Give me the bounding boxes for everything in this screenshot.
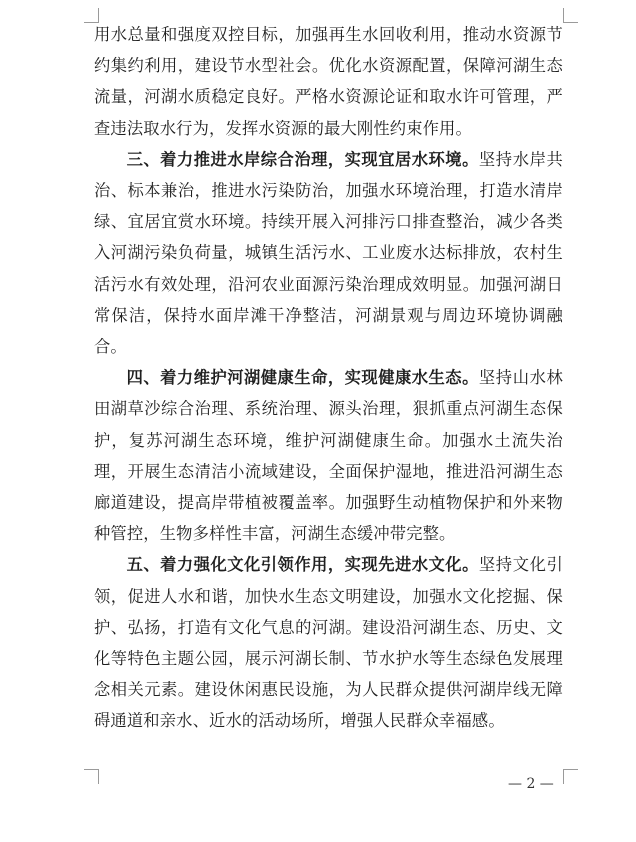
document-body <box>94 19 563 737</box>
page-number: — 2 — <box>508 776 554 792</box>
paragraph-body: 坚持文化引领，促进人水和谐，加快水生态文明建设，加强水文化挖掘、保护、弘扬，打造有文化气息的河湖。建设沿河湖生态、历史、文化等特色主题公园，展示河湖长制、节水护水等生态绿色发展理念相关元素。建设休闲惠民设施，为人民群众提供河湖岸线无障碍通道和亲水、近水的活动场所，增强人民群众幸福感。 <box>94 555 563 731</box>
section-heading: 四、着力维护河湖健康生命，实现健康水生态。 <box>126 368 479 388</box>
paragraph-section-5 <box>94 549 563 736</box>
paragraph-continuation <box>94 19 563 144</box>
paragraph-body: 用水总量和强度双控目标，加强再生水回收利用，推动水资源节约集约利用，建设节水型社会。优化水资源配置，保障河湖生态流量，河湖水质稳定良好。严格水资源论证和取水许可管理，严查违法取水行为，发挥水资源的最大刚性约束作用。 <box>94 25 563 138</box>
paragraph-body: 坚持山水林田湖草沙综合治理、系统治理、源头治理，狠抓重点河湖生态保护，复苏河湖生态环境，维护河湖健康生命。加强水土流失治理，开展生态清洁小流域建设，全面保护湿地，推进沿河湖生态廊道建设，提高岸带植被覆盖率。加强野生动植物保护和外来物种管控，生物多样性丰富，河湖生态缓冲带完整。 <box>94 368 563 544</box>
crop-mark-top-right <box>563 8 578 23</box>
section-heading: 三、着力推进水岸综合治理，实现宜居水环境。 <box>126 149 479 169</box>
paragraph-section-3 <box>94 144 563 362</box>
crop-mark-bottom-left <box>84 769 99 784</box>
paragraph-body: 坚持水岸共治、标本兼治，推进水污染防治，加强水环境治理，打造水清岸绿、宜居宜赏水环境。持续开展入河排污口排查整治，减少各类入河湖污染负荷量，城镇生活污水、工业废水达标排放，农村生活污水有效处理，沿河农业面源污染治理成效明显。加强河湖日常保洁，保持水面岸滩干净整洁，河湖景观与周边环境协调融合。 <box>94 149 563 357</box>
paragraph-section-4 <box>94 362 563 549</box>
section-heading: 五、着力强化文化引领作用，实现先进水文化。 <box>126 555 479 575</box>
